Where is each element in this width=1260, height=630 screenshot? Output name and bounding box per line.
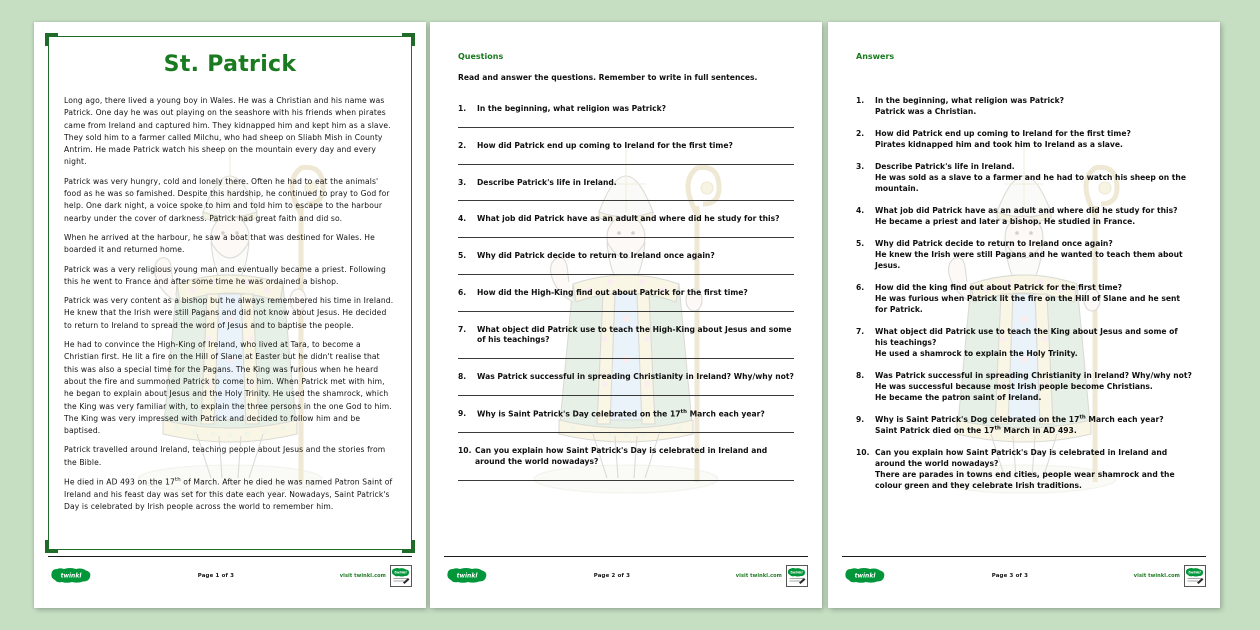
footer-right-group: [1134, 565, 1206, 587]
answer-item: [856, 95, 1192, 117]
story-paragraph: When he arrived at the harbour, he saw a boat that was destined for Wales. He boarded it and returned home.: [64, 232, 375, 255]
page-1-content: [34, 22, 426, 513]
question-item: [458, 104, 794, 128]
answer-write-line[interactable]: [458, 395, 794, 396]
question-number: 7.: [458, 324, 467, 334]
answer-item: [856, 205, 1192, 227]
answer-question-text: How did the king find out about Patrick for the first time?: [875, 283, 1123, 292]
questions-list: [458, 104, 794, 481]
answer-number: 4.: [856, 206, 865, 215]
question-text: Describe Patrick's life in Ireland.: [477, 177, 617, 187]
answer-response-text: He was sold as a slave to a farmer and he had to watch his sheep on the mountain.: [875, 173, 1186, 193]
answer-write-line[interactable]: [458, 237, 794, 238]
story-paragraph: Patrick was very hungry, cold and lonely there. Often he had to eat the animals' food as he was so famished. Despite this hardship, he continued to pray to God for help. One dark night, a voice spoke to him and told him to escape to the harbour nearby under the cover of darkness. Patrick had great faith and did so.: [64, 176, 390, 223]
answer-question-text: What job did Patrick have as an adult and where did he study for this?: [875, 206, 1178, 215]
visit-twinkl-link[interactable]: visit twinkl.com: [735, 572, 782, 579]
question-number: 3.: [458, 177, 467, 187]
answer-write-line[interactable]: [458, 432, 794, 433]
question-item: [458, 372, 794, 396]
questions-instruction: Read and answer the questions. Remember to write in full sentences.: [458, 73, 758, 82]
answer-number: 6.: [856, 283, 865, 292]
answer-item: [856, 161, 1192, 194]
answer-number: 2.: [856, 129, 865, 138]
answer-response-text: He was successful because most Irish people become Christians. He became the patron saint of Ireland.: [875, 382, 1153, 402]
worksheet-page-2[interactable]: [430, 22, 822, 608]
page-number-label: Page 1 of 3: [197, 572, 235, 579]
story-paragraph: He died in AD 493 on the 17th of March. After he died he was named Patron Saint of Ireland and his feast day was set for this date each year. Nowadays, Saint Patrick's Day is celebrated by Irish people across the world to remember him.: [64, 477, 393, 512]
answer-response-text: Pirates kidnapped him and took him to Ireland as a slave.: [875, 140, 1123, 149]
answer-question-text: In the beginning, what religion was Patrick?: [875, 96, 1065, 105]
border-corner-bottom-left: [45, 540, 58, 553]
question-item: [458, 178, 794, 202]
answer-response-text: Patrick was a Christian.: [875, 107, 977, 116]
answer-question-text: Can you explain how Saint Patrick's Day is celebrated in Ireland and around the world nowadays?: [875, 448, 1168, 468]
answer-write-line[interactable]: [458, 274, 794, 275]
answer-write-line[interactable]: [458, 358, 794, 359]
answers-heading: Answers: [856, 52, 895, 61]
svg-text:twinkl: twinkl: [854, 572, 876, 580]
question-item: [458, 288, 794, 312]
story-paragraph: He had to convince the High-King of Ireland, who lived at Tara, to become a Christian first. He lit a fire on the Hill of Slane at Easter but he didn't realise that this was also a special time for the Pagans. The King was furious when he heard about the fire and summoned Patrick to come to him. When Patrick met with him, he began to explain about Jesus and the Holy Trinity. He used the shamrock, which the King was very familiar with, to explain the three persons in the one God to him. The King was very impressed with Patrick and decided to follow him and be baptised.: [64, 340, 392, 436]
twinkl-badge-icon: [1184, 565, 1206, 587]
answer-write-line[interactable]: [458, 311, 794, 312]
answer-response-text: There are parades in towns end cities, people wear shamrock and the colour green and they celebrate Irish traditions.: [875, 470, 1175, 490]
question-text: Why did Patrick decide to return to Ireland once again?: [477, 251, 715, 261]
question-item: [458, 214, 794, 238]
answer-item: [856, 414, 1192, 436]
answer-number: 9.: [856, 415, 865, 424]
answer-write-line[interactable]: [458, 480, 794, 481]
story-paragraph: Patrick was very content as a bishop but he always remembered his time in Ireland. He knew that the Irish were still Pagans and did not know about Jesus. He decided to return to Ireland to spread the word of Jesus and to baptise the people.: [64, 296, 394, 330]
answer-question-text: Why is Saint Patrick's Dog celebrated on the 17th March each year?: [875, 414, 1164, 424]
answer-item: [856, 447, 1192, 491]
question-text: Was Patrick successful in spreading Christianity in Ireland? Why/why not?: [477, 372, 794, 382]
question-number: 4.: [458, 214, 467, 224]
page-2-content: [430, 22, 822, 481]
answer-question-text: Describe Patrick's life in Ireland.: [875, 162, 1015, 171]
question-text: What job did Patrick have as an adult and where did he study for this?: [477, 214, 780, 224]
answer-item: [856, 326, 1192, 359]
twinkl-logo-icon[interactable]: [446, 567, 488, 584]
page-title: St. Patrick: [163, 52, 297, 77]
story-paragraph: Patrick was a very religious young man and eventually became a priest. Following this he went to France and after some time he was ordained a bishop.: [64, 264, 386, 286]
footer-right-group: [340, 565, 412, 587]
answer-question-text: What object did Patrick use to teach the King about Jesus and some of his teachings?: [875, 327, 1178, 347]
answer-number: 1.: [856, 96, 865, 105]
question-text: In the beginning, what religion was Patrick?: [477, 104, 667, 113]
question-number: 6.: [458, 287, 467, 297]
page-footer: [48, 556, 412, 594]
answer-response-text: He knew the Irish were still Pagans and he wanted to teach them about Jesus.: [875, 250, 1183, 270]
question-number: 9.: [458, 409, 467, 419]
question-text: What object did Patrick use to teach the High-King about Jesus and some of his teachings?: [477, 324, 792, 345]
answer-item: [856, 238, 1192, 271]
page-number-label: Page 3 of 3: [991, 572, 1029, 579]
question-number: 8.: [458, 372, 467, 382]
twinkl-logo-icon[interactable]: [844, 567, 886, 584]
question-text: Why is Saint Patrick's Day celebrated on the 17th March each year?: [477, 409, 765, 419]
answer-response-text: He used a shamrock to explain the Holy Trinity.: [875, 349, 1078, 358]
svg-text:twinkl: twinkl: [60, 572, 82, 580]
page-3-content: [828, 22, 1220, 491]
question-item: [458, 325, 794, 360]
answer-write-line[interactable]: [458, 127, 794, 128]
answers-list: [856, 95, 1192, 491]
answer-response-text: He was furious when Patrick lit the fire on the Hill of Slane and he sent for Patrick.: [875, 294, 1181, 314]
story-paragraph: Long ago, there lived a young boy in Wales. He was a Christian and his name was Patrick. One day he was out playing on the seashore with his friends when pirates came from Ireland and captured him. They kidnapped him and kept him as a slave. They sold him to a farmer called Milchu, who had sheep on Sliabh Mish in County Antrim. He made Patrick watch his sheep on the mountain every day and every night.: [64, 96, 391, 167]
answer-number: 3.: [856, 162, 865, 171]
question-number: 2.: [458, 140, 467, 150]
worksheet-page-3[interactable]: [828, 22, 1220, 608]
answer-item: [856, 282, 1192, 315]
worksheet-page-1[interactable]: [34, 22, 426, 608]
svg-text:twinkl: twinkl: [1188, 570, 1201, 574]
svg-text:twinkl: twinkl: [394, 570, 407, 574]
answer-response-text: He became a priest and later a bishop. He studied in France.: [875, 217, 1136, 226]
answer-number: 7.: [856, 327, 865, 336]
answer-question-text: How did Patrick end up coming to Ireland for the first time?: [875, 129, 1131, 138]
answer-item: [856, 370, 1192, 403]
twinkl-badge-icon: [786, 565, 808, 587]
page-footer: [444, 556, 808, 594]
question-item: [458, 141, 794, 165]
twinkl-logo-icon[interactable]: [50, 567, 92, 584]
questions-heading: Questions: [458, 52, 504, 61]
answer-number: 10.: [856, 448, 870, 457]
svg-text:twinkl: twinkl: [456, 572, 478, 580]
twinkl-badge-icon: [390, 565, 412, 587]
question-number: 5.: [458, 251, 467, 261]
story-paragraph: Patrick travelled around Ireland, teaching people about Jesus and the stories from the Bible.: [64, 445, 386, 467]
answer-write-line[interactable]: [458, 200, 794, 201]
page-number-label: Page 2 of 3: [593, 572, 631, 579]
visit-twinkl-link[interactable]: visit twinkl.com: [339, 572, 386, 579]
question-item: [458, 251, 794, 275]
question-item: [458, 446, 794, 481]
answer-number: 5.: [856, 239, 865, 248]
border-corner-bottom-right: [402, 540, 415, 553]
question-text: How did Patrick end up coming to Ireland for the first time?: [477, 140, 733, 150]
question-number: 1.: [458, 104, 467, 113]
answer-number: 8.: [856, 371, 865, 380]
question-item: [458, 409, 794, 433]
answer-response-text: Saint Patrick died on the 17th March in AD 493.: [875, 425, 1077, 435]
footer-right-group: [736, 565, 808, 587]
question-text: How did the High-King find out about Patrick for the first time?: [477, 287, 748, 297]
answer-write-line[interactable]: [458, 164, 794, 165]
question-text: Can you explain how Saint Patrick's Day is celebrated in Ireland and around the world nowadays?: [475, 446, 768, 467]
answer-item: [856, 128, 1192, 150]
svg-text:twinkl: twinkl: [790, 570, 803, 574]
question-number: 10.: [458, 446, 472, 456]
answer-question-text: Why did Patrick decide to return to Ireland once again?: [875, 239, 1113, 248]
page-footer: [842, 556, 1206, 594]
visit-twinkl-link[interactable]: visit twinkl.com: [1133, 572, 1180, 579]
answer-question-text: Was Patrick successful in spreading Christianity in Ireland? Why/why not?: [875, 371, 1192, 380]
